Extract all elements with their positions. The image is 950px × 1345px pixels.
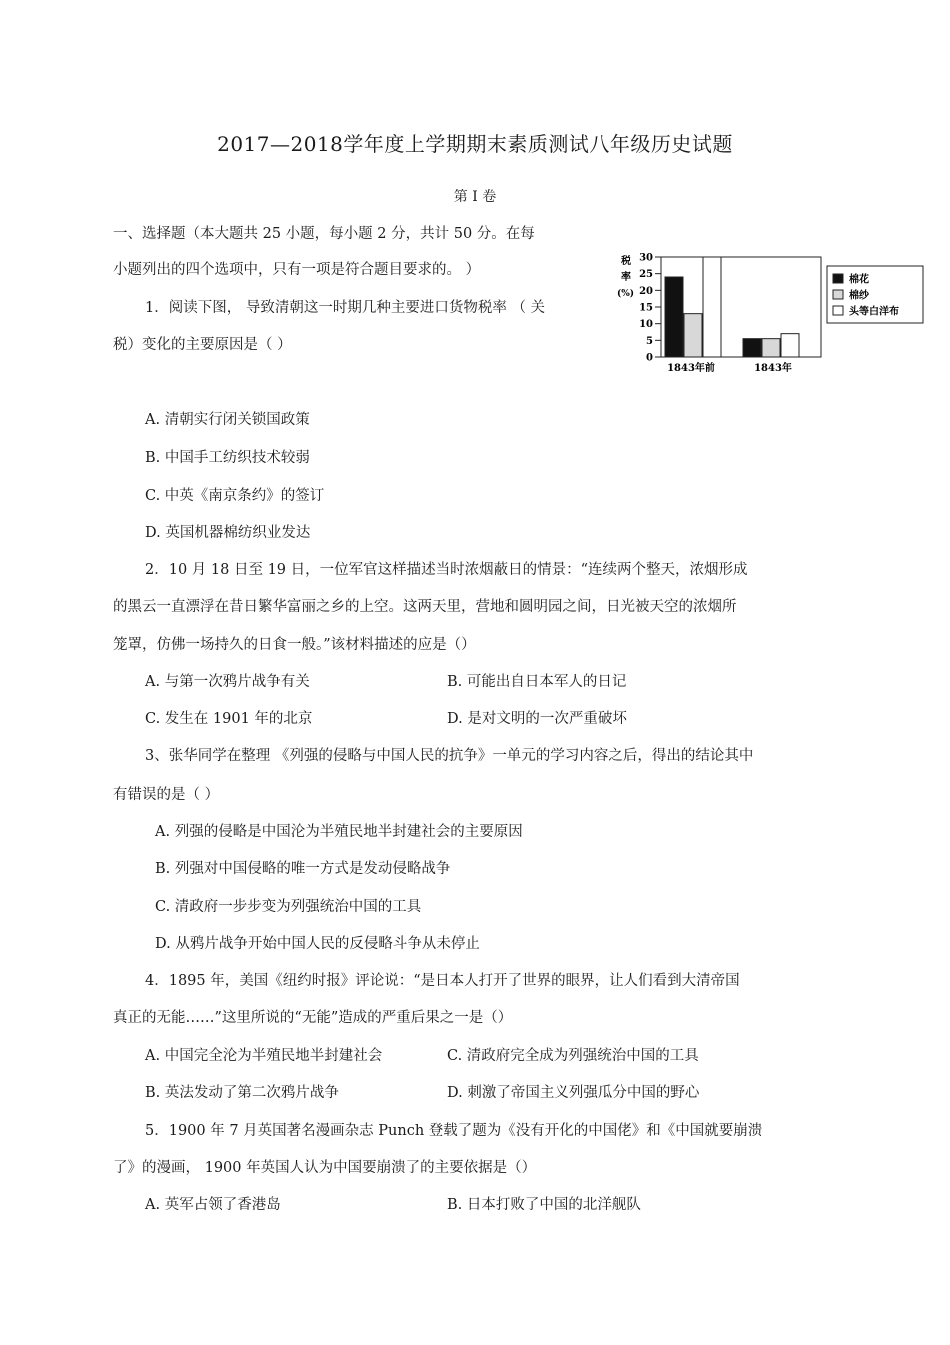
q4-option-c[interactable]: C. 清政府完全成为列强统治中国的工具 [447,1048,699,1064]
y-ticks [639,253,661,364]
bar [762,339,780,357]
q3-option-d[interactable]: D. 从鸦片战争开始中国人民的反侵略斗争从未停止 [155,936,480,952]
q5-option-a[interactable]: A. 英军占领了香港岛 [145,1197,281,1213]
legend-swatch [833,306,843,315]
q4-option-b[interactable]: B. 英法发动了第二次鸦片战争 [145,1085,339,1101]
q3-stem-line1: 3、张华同学在整理 《列强的侵略与中国人民的抗争》一单元的学习内容之后，得出的结论其中 [145,748,754,764]
y-axis-label [617,254,634,299]
q4-option-d[interactable]: D. 刺激了帝国主义列强瓜分中国的野心 [447,1085,700,1101]
y-tick-label: 15 [639,302,653,314]
q1-option-c[interactable]: C. 中英《南京条约》的签订 [145,488,325,504]
y-tick-label: 0 [646,352,653,364]
q2-option-c[interactable]: C. 发生在 1901 年的北京 [145,711,313,727]
x-tick-label: 1843年 [754,363,792,374]
q3-option-a[interactable]: A. 列强的侵略是中国沦为半殖民地半封建社会的主要原因 [155,824,523,840]
volume-label: 第 Ⅰ 卷 [453,189,497,205]
y-tick-label: 25 [639,269,653,281]
x-tick-label: 1843年前 [667,363,715,374]
y-tick-label: 5 [646,335,653,347]
bar [743,339,761,357]
q2-option-b[interactable]: B. 可能出自日本军人的日记 [447,674,627,690]
q1-stem-line1: 1．阅读下图， 导致清朝这一时期几种主要进口货物税率 （ 关 [145,300,546,316]
q2-option-a[interactable]: A. 与第一次鸦片战争有关 [145,674,310,690]
q3-stem-line2: 有错误的是（ ） [113,787,220,803]
page-title: 2017—2018学年度上学期期末素质测试八年级历史试题 [217,132,733,156]
y-tick-label: 20 [639,285,653,297]
ylabel-char-1: 税 [621,256,631,267]
q2-stem-line2: 的黑云一直漂浮在昔日繁华富丽之乡的上空。这两天里，营地和圆明园之间，日光被天空的浓烟所 [113,599,737,615]
q5-option-b[interactable]: B. 日本打败了中国的北洋舰队 [447,1197,641,1213]
legend-swatch [833,274,843,283]
q4-option-a[interactable]: A. 中国完全沦为半殖民地半封建社会 [145,1048,383,1064]
bar [781,334,799,357]
q2-stem-line3: 笼罩，仿佛一场持久的日食一般。”该材料描述的应是（） [113,637,476,653]
q3-option-b[interactable]: B. 列强对中国侵略的唯一方式是发动侵略战争 [155,861,451,877]
section-instruction-line1: 一、选择题（本大题共 25 小题，每小题 2 分，共计 50 分。在每 [113,226,535,242]
legend [827,266,923,323]
q1-option-b[interactable]: B. 中国手工纺织技术较弱 [145,450,310,466]
q1-stem-line2: 税）变化的主要原因是（ ） [113,337,292,353]
bar [665,277,683,357]
ylabel-char-2: 率 [621,272,631,283]
q5-stem-line1: 5．1900 年 7 月英国著名漫画杂志 Punch 登载了题为《没有开化的中国佬》和《中国就要崩溃 [145,1123,763,1139]
q2-option-d[interactable]: D. 是对文明的一次严重破坏 [447,711,627,727]
ylabel-char-3: (%) [617,289,635,299]
bars [665,257,799,357]
q2-stem-line1: 2．10 月 18 日至 19 日，一位军官这样描述当时浓烟蔽日的情景：“连续两个整天，浓烟形成 [145,562,748,578]
y-tick-label: 10 [639,319,653,331]
q1-option-a[interactable]: A. 清朝实行闭关锁国政策 [145,412,310,428]
q4-stem-line2: 真正的无能……”这里所说的“无能”造成的严重后果之一是（） [113,1010,513,1026]
y-tick-label: 30 [639,252,653,264]
x-labels [667,361,792,374]
legend-label: 头等白洋布 [849,306,899,318]
q5-stem-line2: 了》的漫画， 1900 年英国人认为中国要崩溃了的主要依据是（） [113,1160,537,1176]
section-instruction-line2: 小题列出的四个选项中，只有一项是符合题目要求的。 ） [113,262,481,278]
legend-label: 棉花 [849,274,869,286]
q4-stem-line1: 4．1895 年，美国《纽约时报》评论说：“是日本人打开了世界的眼界，让人们看到大清帝国 [145,973,740,989]
q3-option-c[interactable]: C. 清政府一步步变为列强统治中国的工具 [155,899,422,915]
tariff-chart-svg [615,250,935,380]
legend-swatch [833,290,843,299]
legend-label: 棉纱 [849,290,869,302]
q1-option-d[interactable]: D. 英国机器棉纺织业发达 [145,525,311,541]
tariff-chart [615,250,935,380]
bar [703,257,721,357]
bar [684,314,702,357]
